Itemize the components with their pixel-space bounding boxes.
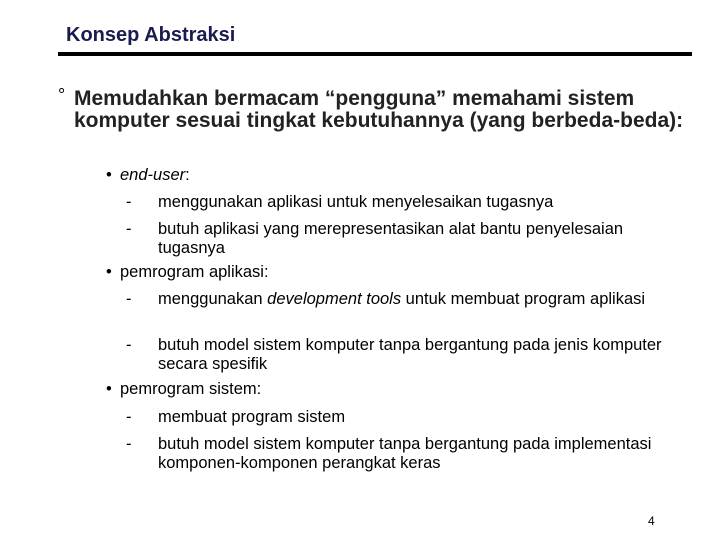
list-item-text: butuh aplikasi yang merepresentasikan alat bantu penyelesaian tugasnya [158,220,624,257]
dash-icon: - [126,193,132,211]
list-item-text [158,290,688,309]
slide-title: Konsep Abstraksi [66,24,236,46]
list-item-text: butuh model sistem komputer tanpa bergantung pada jenis komputer secara spesifik [158,336,662,373]
dash-icon: - [126,290,132,308]
text-part: untuk membuat program aplikasi [401,290,646,308]
group-label-pemrogram-sistem: pemrogram sistem: [120,380,262,398]
bullet-icon: • [106,166,112,184]
group-label-end-user: end-user [120,166,186,184]
group-label-pemrogram-aplikasi: pemrogram aplikasi: [120,263,269,281]
bullet-icon: • [106,263,112,281]
text-part: menggunakan [158,290,268,308]
main-point-text: Memudahkan bermacam “pengguna” memahami sistem komputer sesuai tingkat kebutuhannya (yang berbeda-beda): [74,87,684,132]
group-pemrogram-aplikasi [106,263,269,282]
title-divider [58,52,692,56]
dash-icon: - [126,408,132,426]
page-number: 4 [648,514,655,528]
bullet-icon: • [106,380,112,398]
list-item-text: butuh model sistem komputer tanpa bergantung pada implementasi komponen-komponen perangkat keras [158,435,652,472]
dash-icon: - [126,336,132,354]
group-pemrogram-sistem [106,380,261,399]
list-item-text: membuat program sistem [158,408,346,426]
text-italic-part: development tools [267,290,402,308]
main-bullet-icon: ° [58,85,66,105]
group-end-user [106,166,190,185]
group-label-colon: : [185,166,190,184]
dash-icon: - [126,220,132,238]
list-item-text: menggunakan aplikasi untuk menyelesaikan tugasnya [158,193,554,211]
dash-icon: - [126,435,132,453]
